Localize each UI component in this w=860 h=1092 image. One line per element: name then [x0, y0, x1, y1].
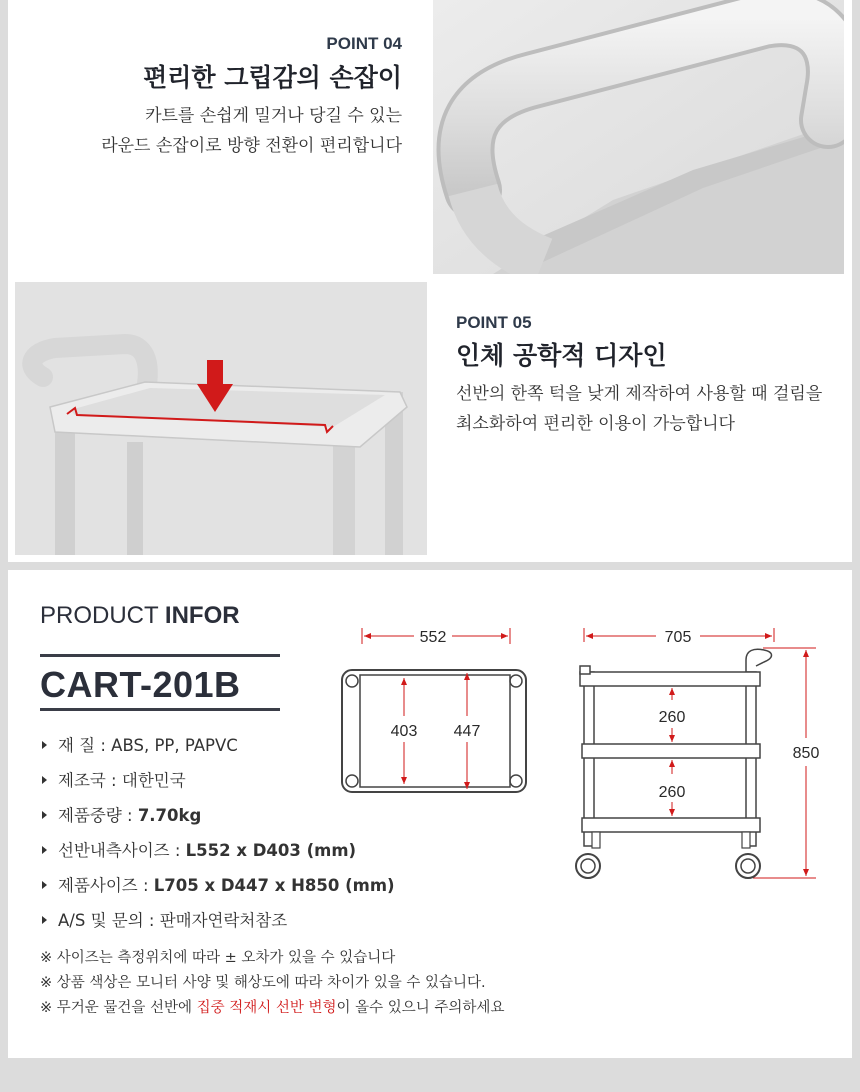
shelf-photo: [15, 282, 427, 555]
product-info-heading: PRODUCT INFOR: [40, 602, 240, 629]
spec-weight: 제품중량 : 7.70kg: [40, 800, 395, 835]
point05-label: POINT 05: [456, 313, 532, 332]
dim-shelf-gap-lower: 260: [658, 784, 686, 801]
side-view-diagram: [568, 620, 828, 888]
dim-top-width: 552: [419, 629, 447, 646]
divider: [40, 708, 280, 711]
dim-outer-depth: 447: [453, 723, 481, 740]
point04-label: POINT 04: [326, 34, 402, 53]
handle-photo: [433, 0, 844, 274]
point04-title: 편리한 그립감의 손잡이: [143, 63, 402, 92]
point05-title: 인체 공학적 디자인: [456, 341, 667, 370]
note-color: ※ 상품 색상은 모니터 사양 및 해상도에 따라 차이가 있을 수 있습니다.: [40, 975, 486, 991]
divider: [40, 654, 280, 657]
point04-desc-line2: 라운드 손잡이로 방향 전환이 편리합니다: [101, 136, 402, 156]
spec-product-size: 제품사이즈 : L705 x D447 x H850 (mm): [40, 870, 395, 905]
dim-height: 850: [792, 745, 820, 762]
spec-material: 재 질 : ABS, PP, PAPVC: [40, 730, 395, 765]
model-name: CART-201B: [40, 664, 241, 705]
point04-desc-line1: 카트를 손쉽게 밀거나 당길 수 있는: [145, 106, 402, 126]
note-warning: ※ 무거운 물건을 선반에 집중 적재시 선반 변형이 올수 있으니 주의하세요: [40, 1000, 505, 1016]
point05-desc-line1: 선반의 한쪽 턱을 낮게 제작하여 사용할 때 걸림을: [456, 384, 823, 404]
point05-desc-line2: 최소화하여 편리한 이용이 가능합니다: [456, 414, 735, 434]
dim-shelf-gap-upper: 260: [658, 709, 686, 726]
notes: [40, 946, 504, 1021]
spec-origin: 제조국 : 대한민국: [40, 765, 395, 800]
note-tolerance: ※ 사이즈는 측정위치에 따라 ± 오차가 있을 수 있습니다: [40, 950, 396, 966]
dim-inner-depth: 403: [390, 723, 418, 740]
spec-support: A/S 및 문의 : 판매자연락처참조: [40, 905, 395, 940]
dim-side-width: 705: [664, 629, 692, 646]
top-view-diagram: [330, 620, 540, 800]
arrow-down-icon: [207, 360, 223, 384]
spec-inner-size: 선반내측사이즈 : L552 x D403 (mm): [40, 835, 395, 870]
